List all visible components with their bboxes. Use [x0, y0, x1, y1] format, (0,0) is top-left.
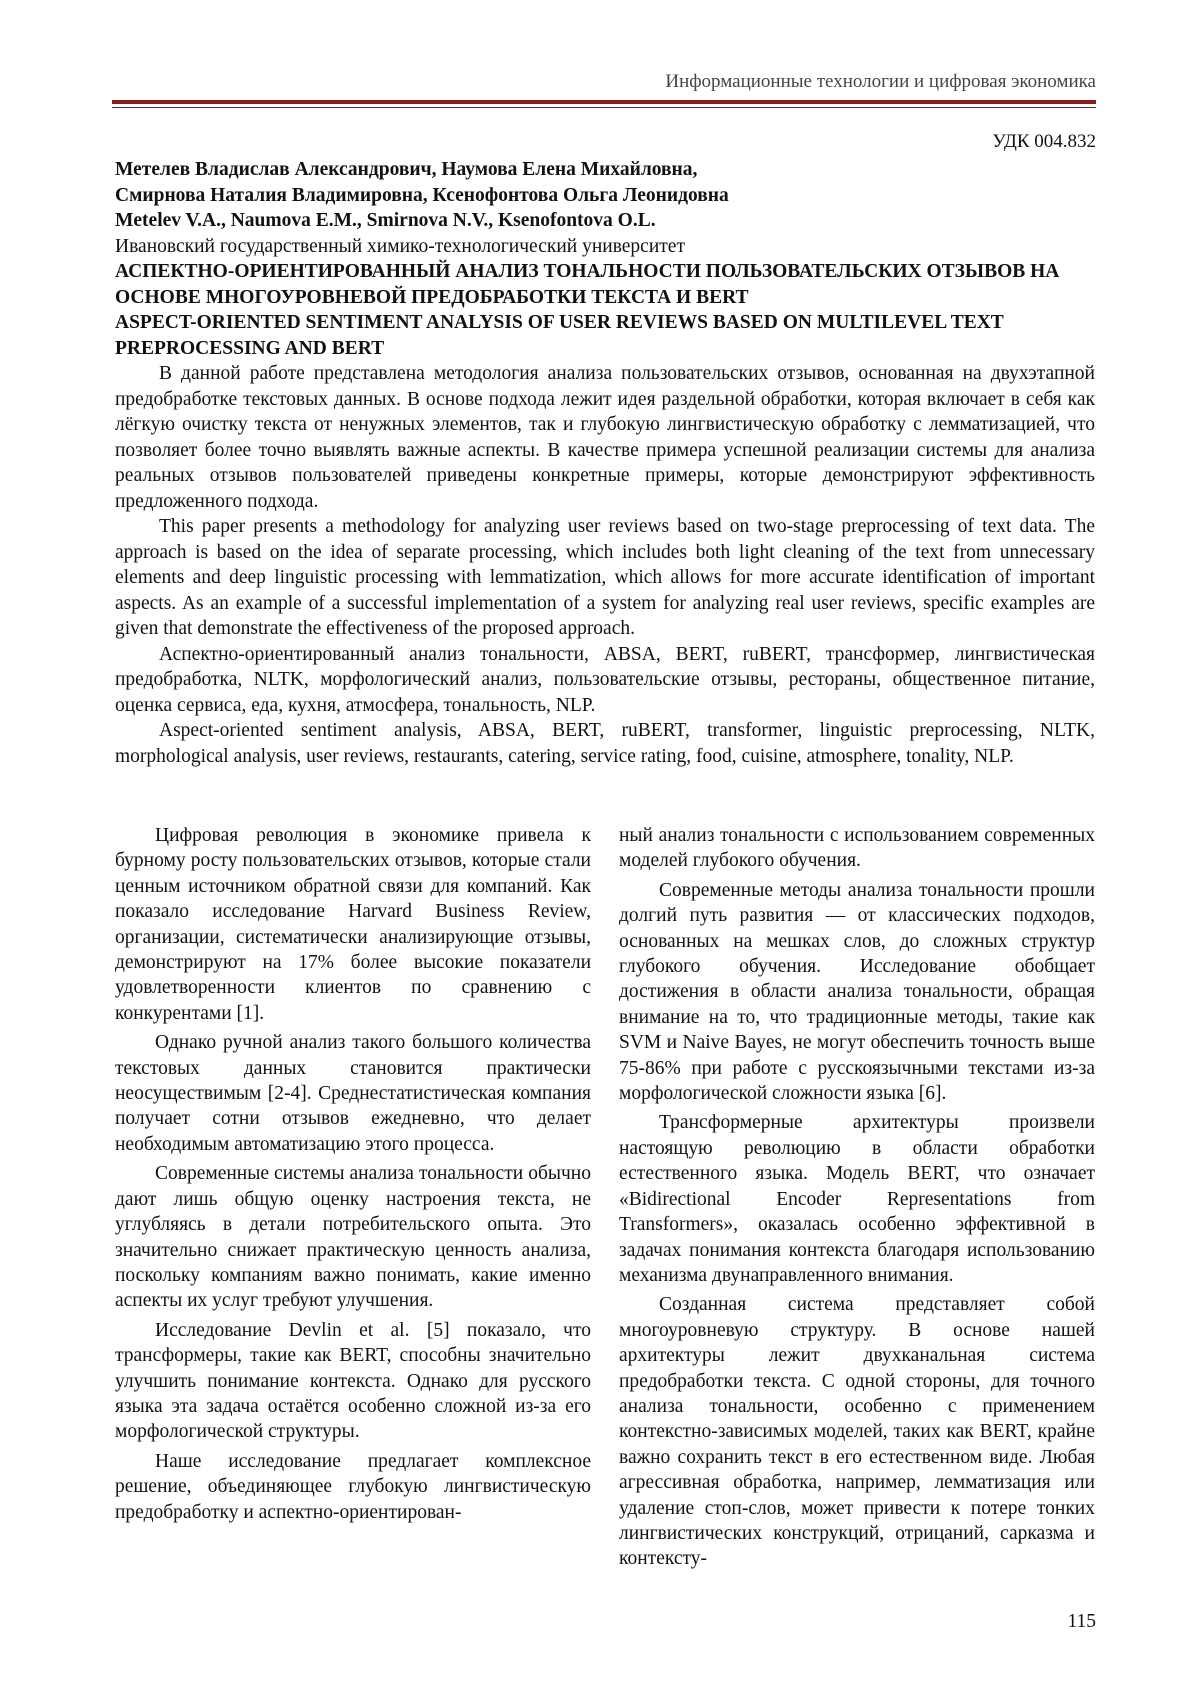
left-column	[115, 823, 591, 1593]
title-en: ASPECT-ORIENTED SENTIMENT ANALYSIS OF USER REVIEWS BASED ON MULTILEVEL TEXT PREPROCESSING AND BERT	[115, 312, 1004, 359]
page-number: 115	[1067, 1611, 1096, 1632]
header-rule-thick	[112, 100, 1096, 104]
body-paragraph: Цифровая революция в экономике привела к бурному росту пользовательских отзывов, которые стали ценным источником обратной связи для компаний. Как показало исследование Harvard Business Review, организации, систематически анализирующие отзывы, демонстрируют на 17% более высокие показатели удовлетворенности клиентов по сравнению с конкурентами [1].	[115, 825, 591, 1024]
authors-ru-line2: Смирнова Наталия Владимировна, Ксенофонтова Ольга Леонидовна	[115, 184, 729, 206]
body-paragraph: Исследование Devlin et al. [5] показало, что трансформеры, такие как BERT, способны значительно улучшить понимание контекста. Однако для русского языка эта задача остаётся особенно сложной из-за его морфологической структуры.	[115, 1319, 591, 1443]
body-paragraph-continuation: ный анализ тональности с использованием современных моделей глубокого обучения.	[619, 825, 1095, 872]
body-paragraph: Наше исследование предлагает комплексное решение, объединяющее глубокую лингвистическую предобработку и аспектно-ориентирован-	[115, 1450, 591, 1523]
title-ru: АСПЕКТНО-ОРИЕНТИРОВАННЫЙ АНАЛИЗ ТОНАЛЬНОСТИ ПОЛЬЗОВАТЕЛЬСКИХ ОТЗЫВОВ НА ОСНОВЕ МНОГОУРОВНЕВОЙ ПРЕДОБРАБОТКИ ТЕКСТА И BERT	[115, 261, 1060, 308]
body-paragraph: Однако ручной анализ такого большого количества текстовых данных становится практически неосуществимым [2-4]. Среднестатистическая компания получает сотни отзывов ежедневно, что делает необходимым автоматизацию этого процесса.	[115, 1032, 591, 1155]
affiliation: Ивановский государственный химико-технологический университет	[115, 235, 685, 257]
authors-ru-line1: Метелев Владислав Александрович, Наумова Елена Михайловна,	[115, 159, 698, 180]
authors-en: Metelev V.A., Naumova E.M., Smirnova N.V., Ksenofontova O.L.	[115, 210, 656, 231]
udk-code: УДК 004.832	[992, 131, 1096, 152]
article-front-matter	[115, 157, 1095, 769]
body-paragraph: Современные методы анализа тональности прошли долгий путь развития — от классических подходов, основанных на мешках слов, до сложных структур глубокого обучения. Исследование обобщает достижения в области анализа тональности, обращая внимание на то, что традиционные методы, такие как SVM и Naive Bayes, не могут обеспечить точность выше 75-86% при работе с русскоязычными текстами из-за морфологической сложности языка [6].	[619, 879, 1095, 1105]
body-paragraph: Современные системы анализа тональности обычно дают лишь общую оценку настроения текста, не углубляясь в детали потребительского опыта. Это значительно снижает практическую ценность анализа, поскольку компаниям важно понимать, какие именно аспекты их услуг требуют улучшения.	[115, 1163, 591, 1312]
header-rule-thin	[112, 107, 1096, 108]
journal-running-header: Информационные технологии и цифровая экономика	[665, 71, 1096, 92]
body-paragraph: Созданная система представляет собой многоуровневую структуру. В основе нашей архитектуры лежит двухканальная система предобработки текста. С одной стороны, для точного анализа тональности, особенно с применением контекстно-зависимых моделей, таких как BERT, крайне важно сохранить текст в его естественном виде. Любая агрессивная обработка, например, лемматизация или удаление стоп-слов, может привести к потере тонких лингвистических конструкций, отрицаний, сарказма и контексту-	[619, 1294, 1095, 1570]
right-column	[619, 823, 1095, 1593]
article-body	[115, 823, 1095, 1593]
keywords-ru: Аспектно-ориентированный анализ тональности, ABSA, BERT, ruBERT, трансформер, лингвистическая предобработка, NLTK, морфологический анализ, пользовательские отзывы, рестораны, общественное питание, оценка сервиса, еда, кухня, атмосфера, тональность, NLP.	[115, 643, 1095, 716]
abstract-en: This paper presents a methodology for analyzing user reviews based on two-stage preprocessing of text data. The approach is based on the idea of separate processing, which includes both light cleaning of the text from unnecessary elements and deep linguistic processing with lemmatization, which allows for more accurate identification of important aspects. As an example of a successful implementation of a system for analyzing real user reviews, specific examples are given that demonstrate the effectiveness of the proposed approach.	[115, 516, 1095, 639]
abstract-ru: В данной работе представлена методология анализа пользовательских отзывов, основанная на двухэтапной предобработке текстовых данных. В основе подхода лежит идея раздельной обработки, которая включает в себя как лёгкую очистку текста от ненужных элементов, так и глубокую лингвистическую обработку с лемматизацией, что позволяет более точно выявлять важные аспекты. В качестве примера успешной реализации системы для анализа реальных отзывов пользователей приведены конкретные примеры, которые демонстрируют эффективность предложенного подхода.	[115, 363, 1095, 512]
body-paragraph: Трансформерные архитектуры произвели настоящую революцию в области обработки естественного языка. Модель BERT, что означает «Bidirectional Encoder Representations from Transformers», оказалась особенно эффективной в задачах понимания контекста благодаря использованию механизма двунаправленного внимания.	[619, 1112, 1095, 1286]
keywords-en: Aspect-oriented sentiment analysis, ABSA, BERT, ruBERT, transformer, linguistic preprocessing, NLTK, morphological analysis, user reviews, restaurants, catering, service rating, food, cuisine, atmosphere, tonality, NLP.	[115, 720, 1095, 767]
